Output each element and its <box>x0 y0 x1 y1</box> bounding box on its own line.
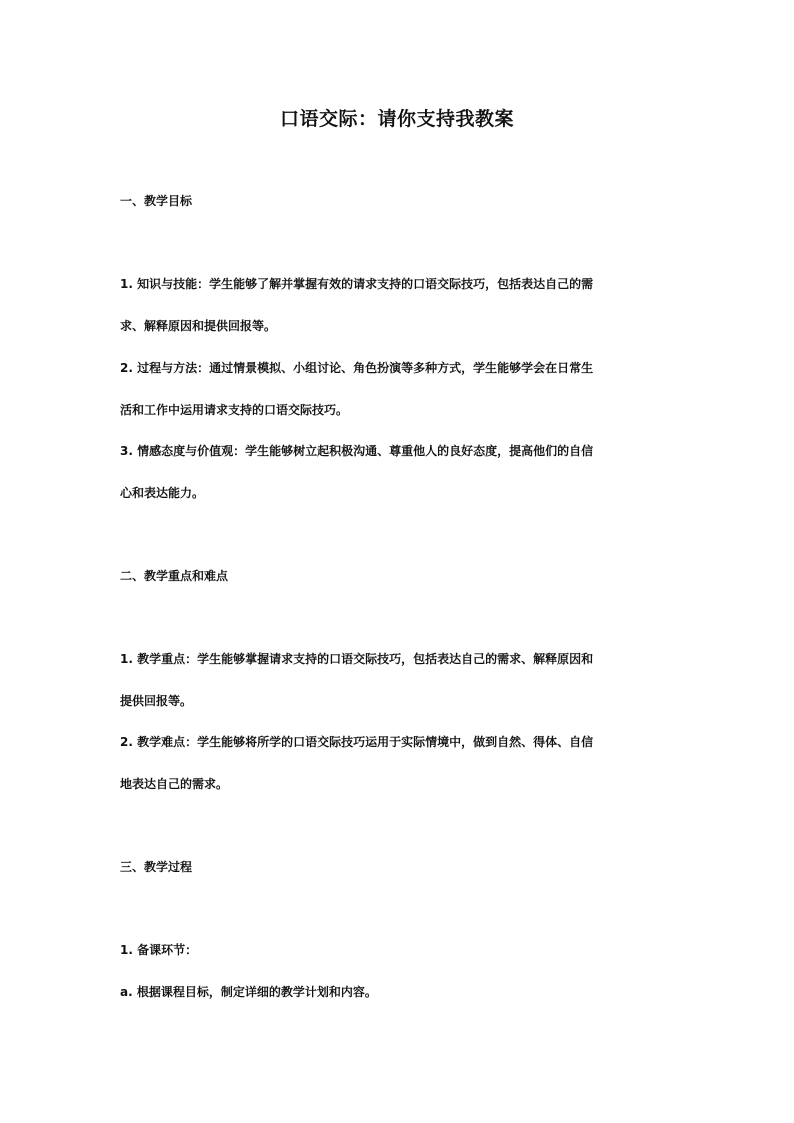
paragraph-line: 2. 教学难点：学生能够将所学的口语交际技巧运用于实际情境中，做到自然、得体、自信 <box>120 735 594 749</box>
section-heading-objectives: 一、教学目标 <box>120 194 193 208</box>
paragraph-line: 1. 教学重点：学生能够掌握请求支持的口语交际技巧，包括表达自己的需求、解释原因和 <box>120 652 594 666</box>
paragraph-line: a. 根据课程目标，制定详细的教学计划和内容。 <box>120 985 377 999</box>
paragraph-line: 提供回报等。 <box>120 694 193 708</box>
section-heading-key-points: 二、教学重点和难点 <box>120 569 229 583</box>
page-title: 口语交际：请你支持我教案 <box>279 108 514 130</box>
paragraph-line: 地表达自己的需求。 <box>120 777 229 791</box>
paragraph-line: 心和表达能力。 <box>120 486 205 500</box>
paragraph-line: 2. 过程与方法：通过情景模拟、小组讨论、角色扮演等多种方式，学生能够学会在日常生 <box>120 361 594 375</box>
paragraph-line: 1. 知识与技能：学生能够了解并掌握有效的请求支持的口语交际技巧，包括表达自己的需 <box>120 277 594 291</box>
subsection-heading: 1. 备课环节： <box>120 943 198 957</box>
paragraph-line: 活和工作中运用请求支持的口语交际技巧。 <box>120 403 349 417</box>
paragraph-line: 3. 情感态度与价值观：学生能够树立起积极沟通、尊重他人的良好态度，提高他们的自信 <box>120 444 594 458</box>
paragraph-line: 求、解释原因和提供回报等。 <box>120 319 277 333</box>
section-heading-process: 三、教学过程 <box>120 860 193 874</box>
